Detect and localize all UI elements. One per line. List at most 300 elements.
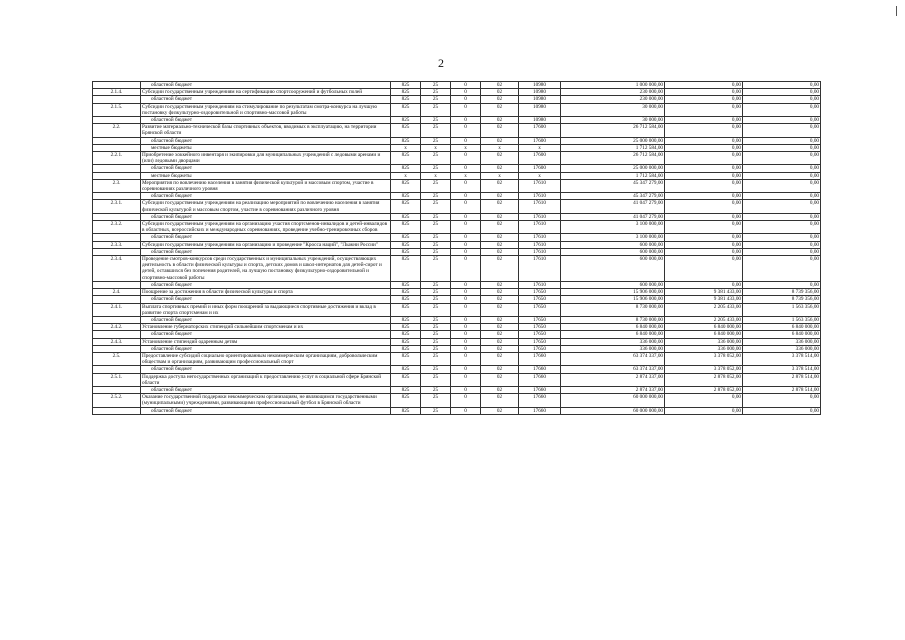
cell-amount-year1: 15 906 000,00: [561, 289, 665, 296]
cell-amount-year3: 0,00: [743, 144, 821, 151]
cell-section: 25: [421, 152, 451, 165]
cell-grbs: 825: [391, 200, 421, 213]
cell-grbs: 825: [391, 296, 421, 303]
cell-name: областной бюджет: [141, 345, 391, 352]
cell-amount-year2: 0,00: [665, 103, 743, 116]
cell-program: 02: [481, 221, 519, 234]
cell-subsection: 0: [451, 407, 481, 414]
table-row: [93, 213, 821, 220]
cell-section: 25: [421, 352, 451, 365]
cell-name: Субсидии государственным учреждениям на организацию и проведение "Кросса наций", "Лыжни России": [141, 241, 391, 248]
cell-name: областной бюджет: [141, 82, 391, 89]
cell-name: областной бюджет: [141, 296, 391, 303]
cell-subsection: x: [451, 144, 481, 151]
cell-number: [93, 144, 141, 151]
cell-code: 17610: [519, 256, 561, 282]
cell-amount-year2: 0,00: [665, 165, 743, 172]
cell-amount-year2: 0,00: [665, 213, 743, 220]
cell-subsection: 0: [451, 179, 481, 192]
table-row: [93, 179, 821, 192]
cell-subsection: 0: [451, 281, 481, 288]
cell-amount-year3: 0,00: [743, 200, 821, 213]
table-row: [93, 373, 821, 386]
budget-table: [92, 81, 821, 415]
cell-code: 17600: [519, 124, 561, 137]
table-row: [93, 338, 821, 345]
cell-name: областной бюджет: [141, 193, 391, 200]
cell-amount-year1: 336 000,00: [561, 338, 665, 345]
cell-grbs: 825: [391, 221, 421, 234]
cell-amount-year3: 0,00: [743, 172, 821, 179]
cell-name: областной бюджет: [141, 117, 391, 124]
cell-amount-year2: 0,00: [665, 234, 743, 241]
cell-name: областной бюджет: [141, 137, 391, 144]
cell-code: 17650: [519, 324, 561, 331]
cell-grbs: 825: [391, 394, 421, 407]
cell-subsection: 0: [451, 152, 481, 165]
cell-code: 17660: [519, 373, 561, 386]
cell-amount-year3: 0,00: [743, 193, 821, 200]
cell-amount-year1: 8 730 000,00: [561, 303, 665, 316]
cell-amount-year1: 600 000,00: [561, 256, 665, 282]
cell-name: областной бюджет: [141, 366, 391, 373]
cell-number: 2.5.1.: [93, 373, 141, 386]
cell-name: областной бюджет: [141, 386, 391, 393]
cell-subsection: 0: [451, 338, 481, 345]
cell-number: 2.3.3.: [93, 241, 141, 248]
page-edge-mark: [896, 6, 897, 16]
cell-section: 25: [421, 179, 451, 192]
cell-program: 02: [481, 137, 519, 144]
cell-amount-year2: 0,00: [665, 256, 743, 282]
cell-amount-year3: 0,00: [743, 82, 821, 89]
cell-code: 17610: [519, 281, 561, 288]
cell-program: 02: [481, 152, 519, 165]
cell-code: 17600: [519, 152, 561, 165]
table-row: [93, 394, 821, 407]
cell-amount-year3: 0,00: [743, 117, 821, 124]
cell-name: Предоставление субсидий социально ориентированным некоммерческим организациям, добровольческим обществам и организациям, развивающим профессиональный спорт: [141, 352, 391, 365]
cell-amount-year1: 45 347 279,00: [561, 193, 665, 200]
cell-amount-year2: 0,00: [665, 96, 743, 103]
cell-program: 02: [481, 394, 519, 407]
cell-grbs: 825: [391, 165, 421, 172]
cell-number: [93, 248, 141, 255]
table-row: [93, 103, 821, 116]
cell-code: x: [519, 172, 561, 179]
cell-amount-year1: 63 374 337,00: [561, 366, 665, 373]
cell-amount-year1: 336 000,00: [561, 345, 665, 352]
cell-name: областной бюджет: [141, 165, 391, 172]
cell-grbs: 825: [391, 82, 421, 89]
cell-amount-year3: 0,00: [743, 137, 821, 144]
cell-amount-year1: 3 100 000,00: [561, 234, 665, 241]
cell-section: 25: [421, 137, 451, 144]
cell-code: 17610: [519, 234, 561, 241]
cell-amount-year2: 0,00: [665, 281, 743, 288]
cell-subsection: 0: [451, 324, 481, 331]
cell-amount-year2: 0,00: [665, 89, 743, 96]
cell-program: 02: [481, 200, 519, 213]
cell-number: 2.1.5.: [93, 103, 141, 116]
cell-number: [93, 137, 141, 144]
cell-code: 17650: [519, 296, 561, 303]
cell-amount-year2: 6 840 000,00: [665, 324, 743, 331]
cell-section: 25: [421, 324, 451, 331]
cell-program: 02: [481, 303, 519, 316]
cell-amount-year3: 0,00: [743, 152, 821, 165]
table-row: [93, 289, 821, 296]
cell-program: 02: [481, 234, 519, 241]
cell-section: x: [421, 144, 451, 151]
cell-amount-year2: 0,00: [665, 172, 743, 179]
cell-amount-year2: 336 000,00: [665, 338, 743, 345]
cell-subsection: x: [451, 172, 481, 179]
cell-amount-year2: 0,00: [665, 144, 743, 151]
cell-subsection: 0: [451, 248, 481, 255]
cell-code: 10980: [519, 82, 561, 89]
cell-grbs: 825: [391, 324, 421, 331]
cell-number: [93, 117, 141, 124]
table-row: [93, 386, 821, 393]
cell-program: 02: [481, 324, 519, 331]
cell-number: [93, 234, 141, 241]
cell-amount-year1: 25 000 000,00: [561, 165, 665, 172]
cell-section: 25: [421, 296, 451, 303]
cell-amount-year2: 2 878 052,00: [665, 386, 743, 393]
cell-number: 2.3.: [93, 179, 141, 192]
cell-number: [93, 213, 141, 220]
cell-name: областной бюджет: [141, 407, 391, 414]
cell-subsection: 0: [451, 303, 481, 316]
cell-amount-year3: 0,00: [743, 221, 821, 234]
cell-program: x: [481, 144, 519, 151]
cell-name: областной бюджет: [141, 213, 391, 220]
cell-number: 2.4.1.: [93, 303, 141, 316]
cell-amount-year2: 0,00: [665, 241, 743, 248]
cell-subsection: 0: [451, 124, 481, 137]
cell-section: 25: [421, 331, 451, 338]
cell-code: 10980: [519, 89, 561, 96]
cell-amount-year2: 336 000,00: [665, 345, 743, 352]
cell-program: 02: [481, 179, 519, 192]
cell-amount-year1: 8 730 000,00: [561, 316, 665, 323]
cell-program: 02: [481, 117, 519, 124]
cell-name: Развитие материально-технической базы спортивных объектов, вводимых в эксплуатацию, на территории Брянской области: [141, 124, 391, 137]
cell-amount-year2: 0,00: [665, 82, 743, 89]
cell-subsection: 0: [451, 345, 481, 352]
cell-number: 2.1.4.: [93, 89, 141, 96]
cell-amount-year3: 0,00: [743, 248, 821, 255]
cell-number: 2.5.2.: [93, 394, 141, 407]
cell-program: 02: [481, 193, 519, 200]
cell-subsection: 0: [451, 289, 481, 296]
cell-number: [93, 172, 141, 179]
cell-subsection: 0: [451, 96, 481, 103]
table-row: [93, 331, 821, 338]
cell-grbs: 825: [391, 407, 421, 414]
cell-amount-year1: 15 906 000,00: [561, 296, 665, 303]
cell-number: [93, 345, 141, 352]
cell-section: 25: [421, 338, 451, 345]
cell-amount-year2: 0,00: [665, 193, 743, 200]
cell-grbs: 825: [391, 193, 421, 200]
cell-grbs: 825: [391, 117, 421, 124]
cell-amount-year1: 230 000,00: [561, 89, 665, 96]
cell-number: [93, 331, 141, 338]
cell-number: 2.3.2.: [93, 221, 141, 234]
cell-name: Установление губернаторских стипендий сильнейшим спортсменам и их: [141, 324, 391, 331]
cell-amount-year3: 1 563 356,00: [743, 316, 821, 323]
cell-name: Проведение смотров-конкурсов среди государственных и муниципальных учреждений, осуществляющих деятельность в области физической культуры и спорта, детских домов и школ-интернатов для детей-сирот и детей, оставшихся без попечения родителей, на лучшую постановку физкультурно-оздоровительной и спортивно-массовой работы: [141, 256, 391, 282]
table-row: [93, 137, 821, 144]
cell-amount-year1: 26 712 584,00: [561, 152, 665, 165]
cell-grbs: 825: [391, 241, 421, 248]
cell-subsection: 0: [451, 234, 481, 241]
cell-program: 02: [481, 82, 519, 89]
cell-program: 02: [481, 345, 519, 352]
cell-grbs: 825: [391, 331, 421, 338]
cell-number: 2.5.: [93, 352, 141, 365]
cell-amount-year3: 0,00: [743, 103, 821, 116]
cell-subsection: 0: [451, 200, 481, 213]
table-row: [93, 256, 821, 282]
table-row: [93, 96, 821, 103]
cell-subsection: 0: [451, 331, 481, 338]
cell-number: [93, 386, 141, 393]
cell-amount-year1: 41 047 279,00: [561, 213, 665, 220]
cell-amount-year1: 25 000 000,00: [561, 137, 665, 144]
cell-subsection: 0: [451, 296, 481, 303]
cell-amount-year2: 3 378 052,00: [665, 352, 743, 365]
cell-section: 25: [421, 213, 451, 220]
cell-subsection: 0: [451, 352, 481, 365]
cell-number: [93, 316, 141, 323]
cell-grbs: 825: [391, 137, 421, 144]
cell-subsection: 0: [451, 386, 481, 393]
cell-amount-year2: 3 378 052,00: [665, 366, 743, 373]
cell-amount-year2: 0,00: [665, 124, 743, 137]
table-row: [93, 221, 821, 234]
cell-number: [93, 281, 141, 288]
table-row: [93, 248, 821, 255]
cell-grbs: 825: [391, 103, 421, 116]
cell-code: 17600: [519, 165, 561, 172]
cell-code: 17650: [519, 331, 561, 338]
cell-subsection: 0: [451, 394, 481, 407]
cell-grbs: 825: [391, 152, 421, 165]
cell-grbs: 825: [391, 89, 421, 96]
cell-name: Выплата спортивных премий и иных форм поощрений за выдающиеся спортивные достижения и вклад в развитие спорта спортсменам и их: [141, 303, 391, 316]
cell-amount-year2: 0,00: [665, 117, 743, 124]
cell-code: 17660: [519, 352, 561, 365]
cell-grbs: 825: [391, 96, 421, 103]
cell-section: 25: [421, 248, 451, 255]
cell-program: 02: [481, 89, 519, 96]
cell-amount-year1: 60 000 000,00: [561, 407, 665, 414]
cell-section: 25: [421, 256, 451, 282]
cell-amount-year2: 2 205 433,00: [665, 316, 743, 323]
cell-grbs: 825: [391, 338, 421, 345]
cell-number: [93, 366, 141, 373]
cell-grbs: x: [391, 172, 421, 179]
cell-grbs: 825: [391, 179, 421, 192]
cell-name: областной бюджет: [141, 234, 391, 241]
cell-section: 25: [421, 82, 451, 89]
cell-grbs: 825: [391, 213, 421, 220]
cell-amount-year1: 3 100 000,00: [561, 221, 665, 234]
cell-subsection: 0: [451, 193, 481, 200]
cell-number: 2.2.1.: [93, 152, 141, 165]
cell-number: [93, 96, 141, 103]
cell-amount-year3: 336 000,00: [743, 338, 821, 345]
cell-amount-year2: 2 878 052,00: [665, 373, 743, 386]
cell-grbs: 825: [391, 386, 421, 393]
cell-amount-year3: 8 739 356,00: [743, 296, 821, 303]
cell-amount-year3: 336 000,00: [743, 345, 821, 352]
cell-grbs: 825: [391, 303, 421, 316]
cell-program: 02: [481, 241, 519, 248]
cell-section: 25: [421, 234, 451, 241]
cell-program: 02: [481, 165, 519, 172]
cell-section: 25: [421, 96, 451, 103]
cell-number: [93, 407, 141, 414]
cell-program: 02: [481, 352, 519, 365]
cell-code: 10980: [519, 103, 561, 116]
cell-name: Поддержка доступа негосударственных организаций к предоставлению услуг в социальной сфере Брянской области: [141, 373, 391, 386]
cell-subsection: 0: [451, 137, 481, 144]
cell-code: 17610: [519, 179, 561, 192]
cell-amount-year3: 8 739 356,00: [743, 289, 821, 296]
cell-amount-year1: 2 874 337,00: [561, 386, 665, 393]
cell-amount-year1: 26 712 584,00: [561, 124, 665, 137]
cell-number: [93, 193, 141, 200]
cell-amount-year1: 30 000,00: [561, 103, 665, 116]
cell-section: 25: [421, 281, 451, 288]
cell-amount-year2: 0,00: [665, 179, 743, 192]
cell-section: 25: [421, 241, 451, 248]
cell-amount-year2: 0,00: [665, 137, 743, 144]
cell-code: 17610: [519, 221, 561, 234]
cell-amount-year1: 6 840 000,00: [561, 331, 665, 338]
cell-subsection: 0: [451, 103, 481, 116]
cell-section: 25: [421, 103, 451, 116]
cell-subsection: 0: [451, 165, 481, 172]
cell-code: 17610: [519, 241, 561, 248]
cell-number: 2.2.: [93, 124, 141, 137]
cell-subsection: 0: [451, 373, 481, 386]
cell-grbs: 825: [391, 366, 421, 373]
cell-grbs: 825: [391, 281, 421, 288]
cell-grbs: 825: [391, 234, 421, 241]
cell-amount-year3: 0,00: [743, 407, 821, 414]
cell-amount-year1: 30 000,00: [561, 117, 665, 124]
cell-amount-year2: 0,00: [665, 200, 743, 213]
cell-amount-year3: 6 840 000,00: [743, 324, 821, 331]
cell-program: 02: [481, 213, 519, 220]
cell-subsection: 0: [451, 89, 481, 96]
cell-subsection: 0: [451, 82, 481, 89]
cell-amount-year3: 3 378 514,00: [743, 352, 821, 365]
cell-name: областной бюджет: [141, 316, 391, 323]
cell-program: 02: [481, 296, 519, 303]
cell-code: 17650: [519, 345, 561, 352]
cell-amount-year1: 600 000,00: [561, 248, 665, 255]
table-row: [93, 281, 821, 288]
cell-program: 02: [481, 338, 519, 345]
cell-name: Субсидии государственным учреждениям на организацию участия спортсменов-инвалидов и детей-инвалидов в областных, всероссийских и международных соревнованиях, проведение учебно-тренировочных сборов: [141, 221, 391, 234]
cell-amount-year1: 230 000,00: [561, 96, 665, 103]
cell-amount-year2: 0,00: [665, 152, 743, 165]
cell-amount-year2: 0,00: [665, 407, 743, 414]
cell-program: 02: [481, 373, 519, 386]
cell-amount-year3: 0,00: [743, 234, 821, 241]
cell-section: x: [421, 172, 451, 179]
table-row: [93, 165, 821, 172]
cell-amount-year1: 63 374 337,00: [561, 352, 665, 365]
cell-program: 02: [481, 386, 519, 393]
cell-number: [93, 296, 141, 303]
cell-amount-year1: 600 000,00: [561, 281, 665, 288]
cell-amount-year1: 41 047 279,00: [561, 200, 665, 213]
cell-number: 2.3.1.: [93, 200, 141, 213]
table-row: [93, 193, 821, 200]
cell-amount-year1: 1 712 584,00: [561, 172, 665, 179]
cell-section: 25: [421, 289, 451, 296]
cell-name: Установление стипендий одаренным детям: [141, 338, 391, 345]
cell-name: местные бюджеты: [141, 144, 391, 151]
cell-program: 02: [481, 331, 519, 338]
cell-grbs: x: [391, 144, 421, 151]
table-row: [93, 316, 821, 323]
table-row: [93, 172, 821, 179]
cell-number: 2.4.: [93, 289, 141, 296]
cell-amount-year1: 1 000 000,00: [561, 82, 665, 89]
cell-name: Мероприятия по вовлечению населения в занятия физической культурой и массовым спортом, участие в соревнованиях различного уровня: [141, 179, 391, 192]
cell-amount-year1: 45 347 279,00: [561, 179, 665, 192]
table-row: [93, 407, 821, 414]
cell-section: 25: [421, 117, 451, 124]
cell-amount-year2: 0,00: [665, 248, 743, 255]
cell-code: 17660: [519, 407, 561, 414]
cell-code: 17610: [519, 248, 561, 255]
cell-program: 02: [481, 281, 519, 288]
cell-program: x: [481, 172, 519, 179]
cell-number: [93, 82, 141, 89]
cell-number: 2.3.4.: [93, 256, 141, 282]
cell-name: областной бюджет: [141, 248, 391, 255]
cell-grbs: 825: [391, 256, 421, 282]
cell-amount-year1: 600 000,00: [561, 241, 665, 248]
cell-amount-year2: 0,00: [665, 394, 743, 407]
cell-amount-year2: 0,00: [665, 221, 743, 234]
cell-name: Приобретение хоккейного инвентаря и экипировки для муниципальных учреждений с ледовыми аренами и (или) ледовыми дворцами: [141, 152, 391, 165]
table-row: [93, 152, 821, 165]
cell-code: 17650: [519, 316, 561, 323]
table-row: [93, 296, 821, 303]
budget-table-body: [93, 82, 821, 415]
cell-section: 25: [421, 124, 451, 137]
cell-amount-year3: 0,00: [743, 213, 821, 220]
cell-name: Поощрение за достижения в области физической культуры и спорта: [141, 289, 391, 296]
table-row: [93, 345, 821, 352]
cell-amount-year2: 2 205 433,00: [665, 303, 743, 316]
cell-code: 17600: [519, 137, 561, 144]
cell-section: 25: [421, 394, 451, 407]
cell-program: 02: [481, 96, 519, 103]
cell-amount-year1: 2 874 337,00: [561, 373, 665, 386]
cell-grbs: 825: [391, 352, 421, 365]
